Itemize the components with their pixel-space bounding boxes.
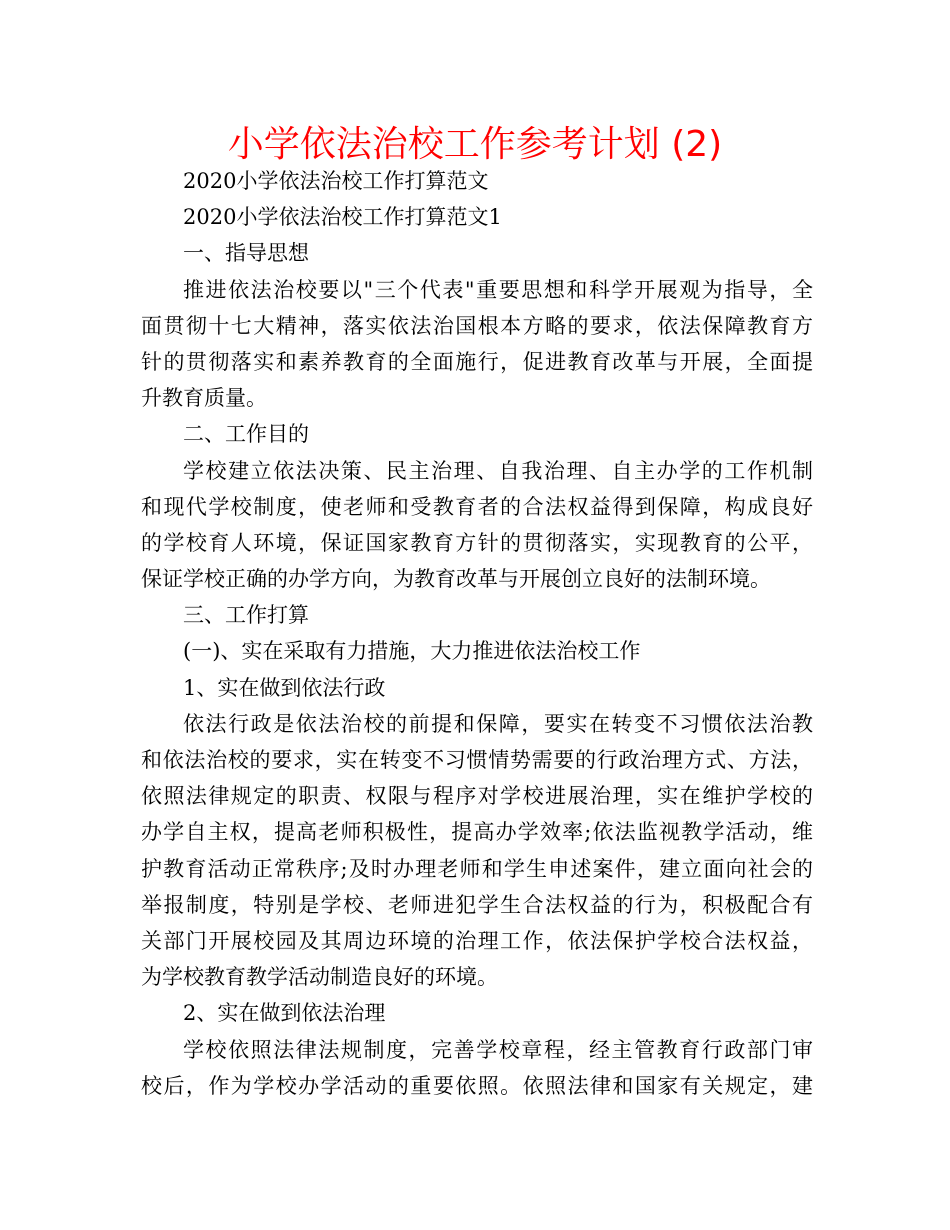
paragraph-line: 办学自主权，提高老师积极性，提高办学效率;依法监视教学活动，维 bbox=[141, 820, 813, 845]
paragraph-line: 依照法律规定的职责、权限与程序对学校进展治理，实在维护学校的 bbox=[141, 784, 813, 809]
paragraph-line: 保证学校正确的办学方向，为教育改革与开展创立良好的法制环境。 bbox=[141, 567, 771, 592]
item-heading: 1、实在做到依法行政 bbox=[183, 675, 386, 700]
heading-line: 2020小学依法治校工作打算范文 bbox=[183, 169, 489, 193]
paragraph-line: 校后，作为学校办学活动的重要依照。依照法律和国家有关规定，建 bbox=[141, 1073, 813, 1098]
section-heading: 一、指导思想 bbox=[183, 241, 309, 266]
section-heading: 二、工作目的 bbox=[183, 422, 309, 447]
item-heading: 2、实在做到依法治理 bbox=[183, 1001, 386, 1026]
section-heading: 三、工作打算 bbox=[183, 603, 309, 628]
paragraph-line: 推进依法治校要以"三个代表"重要思想和科学开展观为指导，全 bbox=[183, 277, 813, 302]
paragraph-line: 举报制度，特别是学校、老师进犯学生合法权益的行为，积极配合有 bbox=[141, 892, 813, 917]
paragraph-line: 的学校育人环境，保证国家教育方针的贯彻落实，实现教育的公平， bbox=[141, 530, 813, 555]
paragraph-line: 依法行政是依法治校的前提和保障，要实在转变不习惯依法治教 bbox=[183, 711, 813, 736]
document-title: 小学依法治校工作参考计划 (2) bbox=[227, 124, 723, 165]
paragraph-line: 和依法治校的要求，实在转变不习惯情势需要的行政治理方式、方法， bbox=[141, 748, 813, 772]
paragraph-line: 为学校教育教学活动制造良好的环境。 bbox=[141, 965, 498, 990]
paragraph-line: 关部门开展校园及其周边环境的治理工作，依法保护学校合法权益， bbox=[141, 928, 813, 953]
document-body bbox=[141, 163, 813, 1104]
subheading-line: 2020小学依法治校工作打算范文1 bbox=[183, 205, 502, 230]
paragraph-line: 面贯彻十七大精神，落实依法治国根本方略的要求，依法保障教育方 bbox=[141, 313, 813, 338]
subsection-heading: (一)、实在采取有力措施，大力推进依法治校工作 bbox=[183, 639, 641, 664]
paragraph-line: 护教育活动正常秩序;及时办理老师和学生申述案件，建立面向社会的 bbox=[141, 856, 813, 881]
paragraph-line: 升教育质量。 bbox=[141, 386, 267, 411]
paragraph-line: 和现代学校制度，使老师和受教育者的合法权益得到保障，构成良好 bbox=[141, 494, 813, 519]
paragraph-line: 学校建立依法决策、民主治理、自我治理、自主办学的工作机制 bbox=[183, 458, 813, 483]
paragraph-line: 学校依照法律法规制度，完善学校章程，经主管教育行政部门审 bbox=[183, 1037, 813, 1062]
paragraph-line: 针的贯彻落实和素养教育的全面施行，促进教育改革与开展，全面提 bbox=[141, 349, 813, 374]
